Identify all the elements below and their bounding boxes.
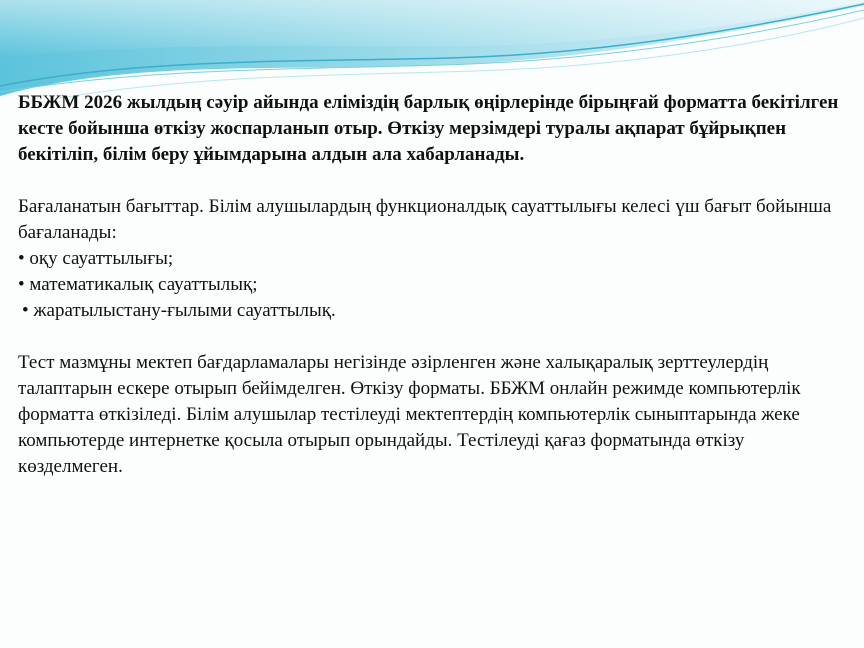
assessment-directions-section: [18, 194, 848, 324]
format-paragraph: Тест мазмұны мектеп бағдарламалары негізінде әзірленген және халықаралық зерттеулердің талаптарын ескере отырып бейімделген. Өткізу форматы. ББЖМ онлайн режимде компьютерлік форматта өткізіледі. Білім алушылар тестілеуді мектептердің компьютерлік сыныптарында жеке компьютерде интернетке қосыла отырып орындайды. Тестілеуді қағаз форматында өткізу көзделмеген.: [18, 352, 801, 477]
header-wave-decoration: [0, 0, 864, 100]
directions-intro-text: Бағаланатын бағыттар. Білім алушылардың функционалдық сауаттылығы келесі үш бағыт бойынша бағаланады:: [18, 196, 832, 243]
directions-list: [18, 246, 848, 324]
intro-paragraph: ББЖМ 2026 жылдың сәуір айында еліміздің барлық өңірлерінде бірыңғай форматта бекітілген кесте бойынша өткізу жоспарланып отыр. Өткізу мерзімдері туралы ақпарат бұйрықпен бекітіліп, білім беру ұйымдарына алдын ала хабарланады.: [18, 92, 839, 165]
slide-body: [18, 90, 848, 506]
list-item: • жаратылыстану-ғылыми сауаттылық.: [22, 300, 336, 321]
list-item: • оқу сауаттылығы;: [18, 248, 174, 269]
list-item: • математикалық сауаттылық;: [18, 274, 258, 295]
